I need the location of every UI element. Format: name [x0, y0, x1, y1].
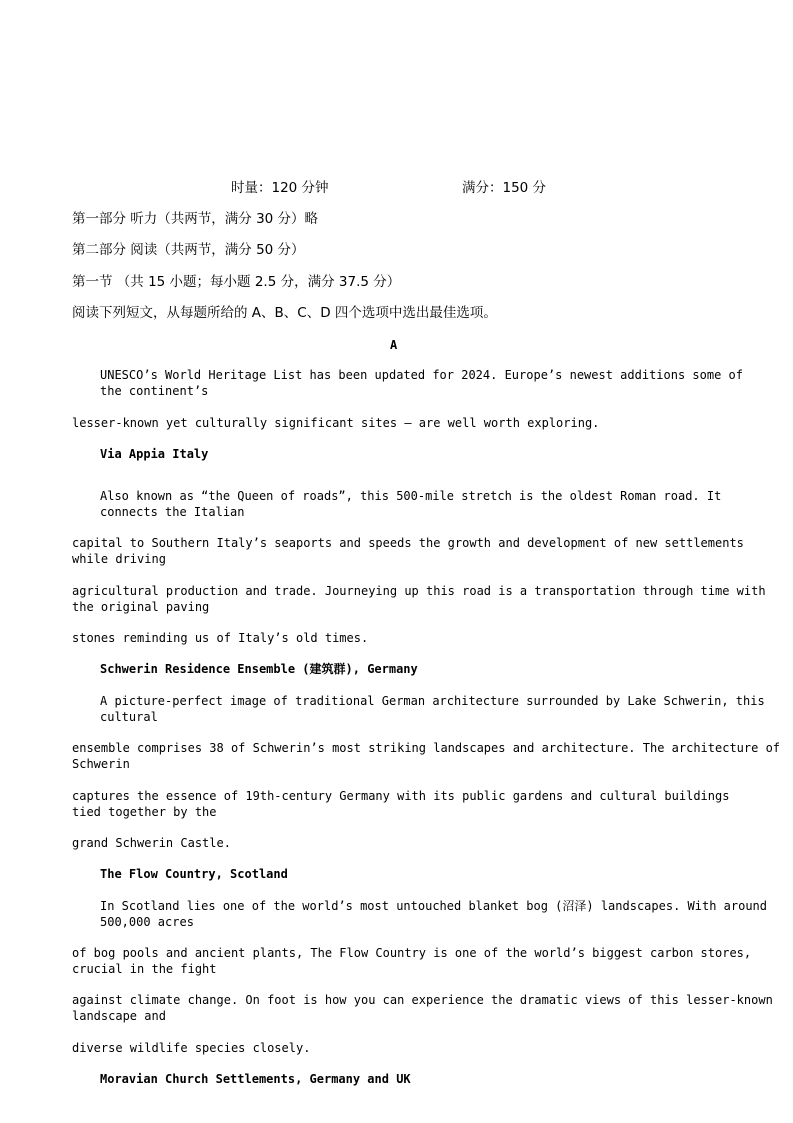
- intro-line-1: UNESCO’s World Heritage List has been updated for 2024. Europe’s newest additions some of the continent’s: [100, 368, 743, 398]
- intro-line-2: lesser-known yet culturally significant sites — are well worth exploring.: [72, 416, 600, 430]
- schwerin-line-2: ensemble comprises 38 of Schwerin’s most striking landscapes and architecture. The architecture of Schwerin: [72, 741, 781, 771]
- schwerin-line-3: captures the essence of 19th-century Germany with its public gardens and cultural buildings tied together by the: [72, 789, 730, 819]
- part1-heading: 第一部分 听力（共两节，满分 30 分）略: [72, 211, 319, 227]
- section1-heading: 第一节 （共 15 小题；每小题 2.5 分，满分 37.5 分）: [72, 274, 401, 290]
- time-label: 时量：120 分钟: [231, 180, 329, 196]
- schwerin-line-4: grand Schwerin Castle.: [72, 836, 231, 850]
- site-heading-via-appia: Via Appia Italy: [100, 447, 209, 461]
- via-appia-line-4: stones reminding us of Italy’s old times.: [72, 631, 369, 645]
- passage-letter: A: [390, 338, 398, 352]
- site-heading-schwerin: Schwerin Residence Ensemble (建筑群), Germany: [100, 662, 418, 676]
- part2-heading: 第二部分 阅读（共两节，满分 50 分）: [72, 242, 305, 258]
- via-appia-line-1: Also known as “the Queen of roads”, this 500-mile stretch is the oldest Roman road. It connects the Italian: [100, 489, 722, 519]
- flow-country-line-4: diverse wildlife species closely.: [72, 1041, 311, 1055]
- reading-instruction: 阅读下列短文，从每题所给的 A、B、C、D 四个选项中选出最佳选项。: [72, 305, 497, 321]
- flow-country-line-2: of bog pools and ancient plants, The Flow Country is one of the world’s biggest carbon stores, crucial in the fight: [72, 946, 752, 976]
- flow-country-line-1: In Scotland lies one of the world’s most untouched blanket bog (沼泽) landscapes. With around 500,000 acres: [100, 899, 767, 929]
- site-heading-moravian: Moravian Church Settlements, Germany and UK: [100, 1072, 411, 1086]
- site-heading-flow-country: The Flow Country, Scotland: [100, 867, 288, 881]
- schwerin-line-1: A picture-perfect image of traditional German architecture surrounded by Lake Schwerin, this cultural: [100, 694, 765, 724]
- via-appia-line-3: agricultural production and trade. Journeying up this road is a transportation through time with the original paving: [72, 584, 766, 614]
- flow-country-line-3: against climate change. On foot is how you can experience the dramatic views of this lesser-known landscape and: [72, 993, 773, 1023]
- via-appia-line-2: capital to Southern Italy’s seaports and speeds the growth and development of new settlements while driving: [72, 536, 744, 566]
- score-label: 满分：150 分: [462, 180, 547, 196]
